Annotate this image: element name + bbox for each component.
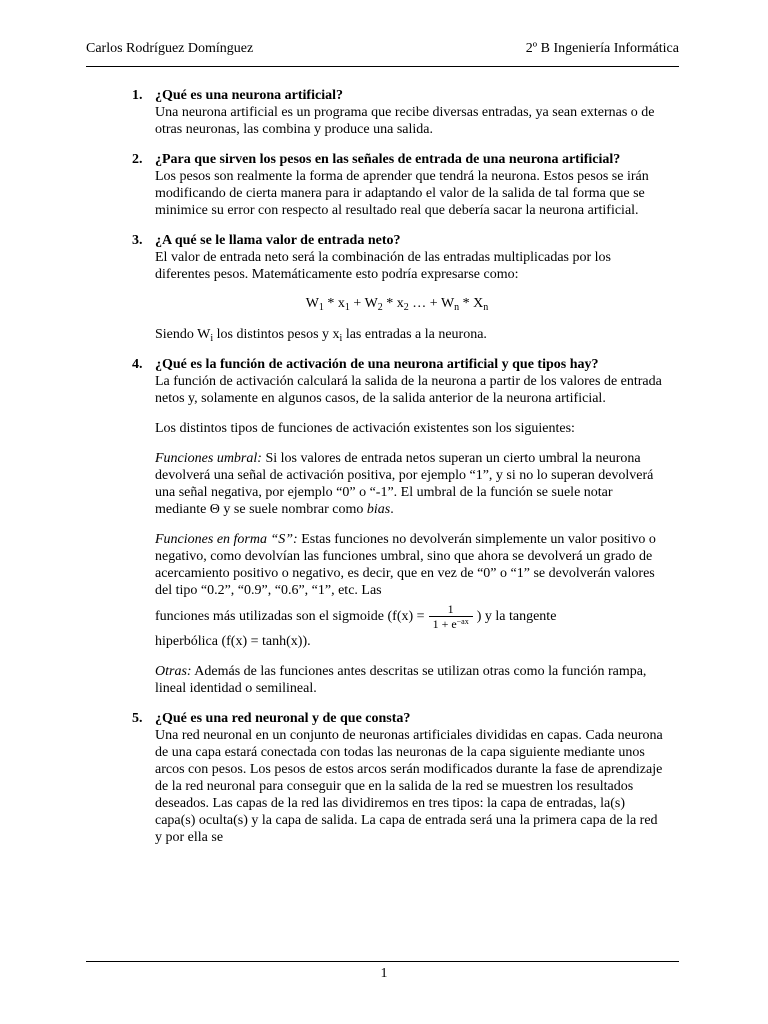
answer-text: El valor de entrada neto será la combinación de las entradas multiplicadas por los diferentes pesos. Matemáticamente esto podría expresarse como:: [155, 250, 612, 282]
question-2: [132, 151, 667, 219]
question-title: ¿Qué es una neurona artificial?: [155, 88, 343, 103]
answer-text: Una red neuronal en un conjunto de neuronas artificiales divididas en capas. Cada neurona de una capa estará conectada con todas las neuronas de la capa siguiente mediante unos arcos con pesos. Los pesos de estos arcos serán modificados durante la fase de aprendizaje de la red neuronal para conseguir que en la salida de la red se muestren los resultados deseados. Las capas de la red las dividiremos en tres tipos: la capa de entradas, la(s) capa(s) oculta(s) y la capa de salida. La capa de entrada será una la primera capa de la red y por ella se: [155, 728, 663, 845]
answer-text: Una neurona artificial es un programa que recibe diversas entradas, ya sean externas o de otras neuronas, las combina y produce una salida.: [155, 105, 655, 137]
umbral-paragraph: Funciones umbral: Si los valores de entrada netos superan un cierto umbral la neurona devolverá una señal de activación positiva, por ejemplo “1”, y si no lo superan devolverá una señal negativa, por ejemplo “0” o “-1”. El umbral de la función se suele notar mediante Θ y se suele nombrar como bias.: [155, 451, 654, 517]
question-1: [132, 87, 667, 138]
answer-text: Los pesos son realmente la forma de aprender que tendrá la neurona. Estos pesos se irán modificando de cierta manera para ir adaptando el valor de la salida de tal forma que se minimice su error con respecto al resultado real que debería sacar la neurona artificial.: [155, 169, 649, 218]
header-course: 2º B Ingeniería Informática: [525, 41, 679, 56]
question-number: 1.: [132, 88, 143, 103]
header-rule: [86, 66, 679, 67]
forma-s-paragraph: Funciones en forma “S”: Estas funciones no devolverán simplemente un valor positivo o negativo, como devolvían las funciones umbral, sino que ahora se devolverá un grado de acercamiento positivo o negativo, es decir, que en vez de “0” o “1” se devolverán valores del tipo “0.2”, “0.9”, “0.6”, “1”, etc. Las: [155, 532, 656, 598]
net-input-formula: $W_1 * x_1 + W_2 * x_2$ … + $W_n * X_n$: [305, 296, 489, 313]
header-author: Carlos Rodríguez Domínguez: [86, 41, 254, 56]
footer-rule: [86, 961, 679, 962]
question-number: 3.: [132, 233, 143, 248]
question-number: 5.: [132, 711, 143, 726]
otras-paragraph: Otras: Además de las funciones antes descritas se utilizan otras como la función rampa, lineal identidad o semilineal.: [155, 664, 647, 696]
sigmoid-fraction: $\frac{1}{1 + e^{-ax}}$: [429, 602, 473, 631]
question-number: 2.: [132, 152, 143, 167]
page-number: 1: [380, 966, 388, 981]
question-3: [132, 232, 667, 343]
question-5: [132, 710, 667, 846]
formula-note: Siendo $W_i$ los distintos pesos y $x_i$ las entradas a la neurona.: [155, 327, 487, 344]
answer-text: La función de activación calculará la salida de la neurona a partir de los valores de entrada netos y, solamente en algunos casos, de la salida anterior de la neurona artificial.: [155, 374, 662, 406]
question-title: ¿Para que sirven los pesos en las señales de entrada de una neurona artificial?: [155, 152, 621, 167]
page-header: [86, 40, 679, 57]
question-title: ¿Qué es la función de activación de una neurona artificial y que tipos hay?: [155, 357, 599, 372]
question-number: 4.: [132, 357, 143, 372]
question-4: [132, 356, 667, 697]
question-title: ¿Qué es una red neuronal y de que consta?: [155, 711, 411, 726]
document-body: [132, 87, 667, 846]
tanh-line: hiperbólica (f(x) = tanh(x)).: [155, 634, 311, 649]
sigmoid-line: funciones más utilizadas son el sigmoide (f(x) = $\frac{1}{1 + e^{-ax}}$ ) y la tangente: [155, 601, 557, 631]
question-title: ¿A qué se le llama valor de entrada neto?: [155, 233, 401, 248]
activation-types-intro: Los distintos tipos de funciones de activación existentes son los siguientes:: [155, 421, 575, 436]
